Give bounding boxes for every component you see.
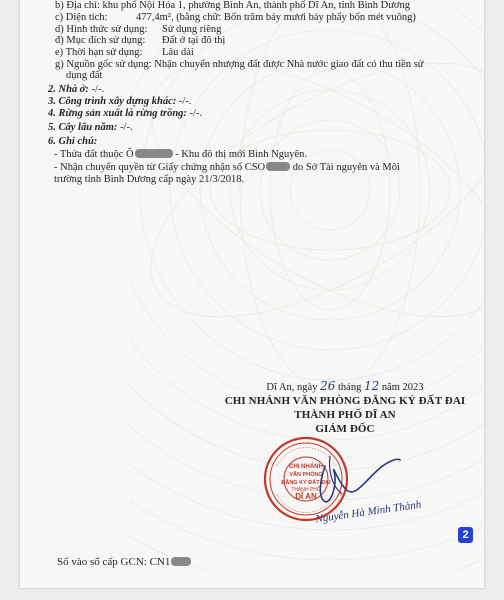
usage-form-line: d) Hình thức sử dụng: Sử dụng riêng [55, 24, 222, 35]
origin-line-2: dụng đất [66, 70, 103, 81]
usage-purpose-line: đ) Mục đích sử dụng: Đất ở tại đô thị [55, 35, 226, 46]
date-line: Dĩ An, ngày 26 tháng 12 năm 2023 [266, 379, 424, 393]
usage-term-line: e) Thời hạn sử dụng: Lâu dài [55, 47, 194, 58]
redacted-cert-mask [266, 162, 290, 171]
svg-text:ĐĂNG KÝ ĐẤT ĐAI: ĐĂNG KÝ ĐẤT ĐAI [281, 480, 331, 486]
note-line-1: - Thửa đất thuộc Ô - Khu đô thị mới Bình Nguyên. [54, 149, 308, 160]
other-construction-section: 3. Công trình xây dựng khác: -/-. [48, 96, 192, 107]
director-title: GIÁM ĐỐC [315, 423, 375, 435]
svg-text:VĂN PHÒNG: VĂN PHÒNG [289, 472, 323, 478]
svg-text:THÀNH PHỐ: THÀNH PHỐ [291, 487, 321, 493]
svg-text:DĨ AN: DĨ AN [295, 492, 317, 501]
origin-line: g) Nguồn gốc sử dụng: Nhận chuyển nhượng đất được Nhà nước giao đất có thu tiền sử [55, 59, 424, 70]
forest-section: 4. Rừng sản xuất là rừng trồng: -/-. [48, 108, 203, 119]
gcn-registry-number: Số vào sổ cấp GCN: CN1 [57, 556, 191, 568]
note-line-2: - Nhận chuyển quyền từ Giấy chứng nhận số CSO do Sở Tài nguyên và Môi [54, 162, 400, 173]
org-name: CHI NHÁNH VĂN PHÒNG ĐĂNG KÝ ĐẤT ĐAI [224, 395, 466, 407]
org-city: THÀNH PHỐ DĨ AN [294, 409, 396, 421]
redacted-lot-mask [135, 149, 173, 158]
address-line: b) Địa chỉ: khu phố Nội Hóa 1, phường Bình An, thành phố Dĩ An, tỉnh Bình Dương [55, 0, 410, 11]
notes-heading: 6. Ghi chú: [48, 136, 98, 147]
page-number-badge: 2 [458, 527, 473, 543]
area-line: c) Diện tích: 477,4m², (bằng chữ: Bốn trăm bảy mươi bảy phẩy bốn mét vuông) [55, 12, 416, 23]
redacted-gcn-mask [171, 557, 191, 566]
house-section: 2. Nhà ở: -/-. [48, 84, 105, 95]
note-line-3: trường tỉnh Bình Dương cấp ngày 21/3/2018. [54, 174, 245, 185]
certificate-page [20, 0, 484, 588]
svg-text:CHI NHÁNH: CHI NHÁNH [289, 464, 323, 470]
perennial-tree-section: 5. Cây lâu năm: -/-. [48, 122, 133, 133]
signer-name: Nguyễn Hà Minh Thành [314, 498, 422, 526]
